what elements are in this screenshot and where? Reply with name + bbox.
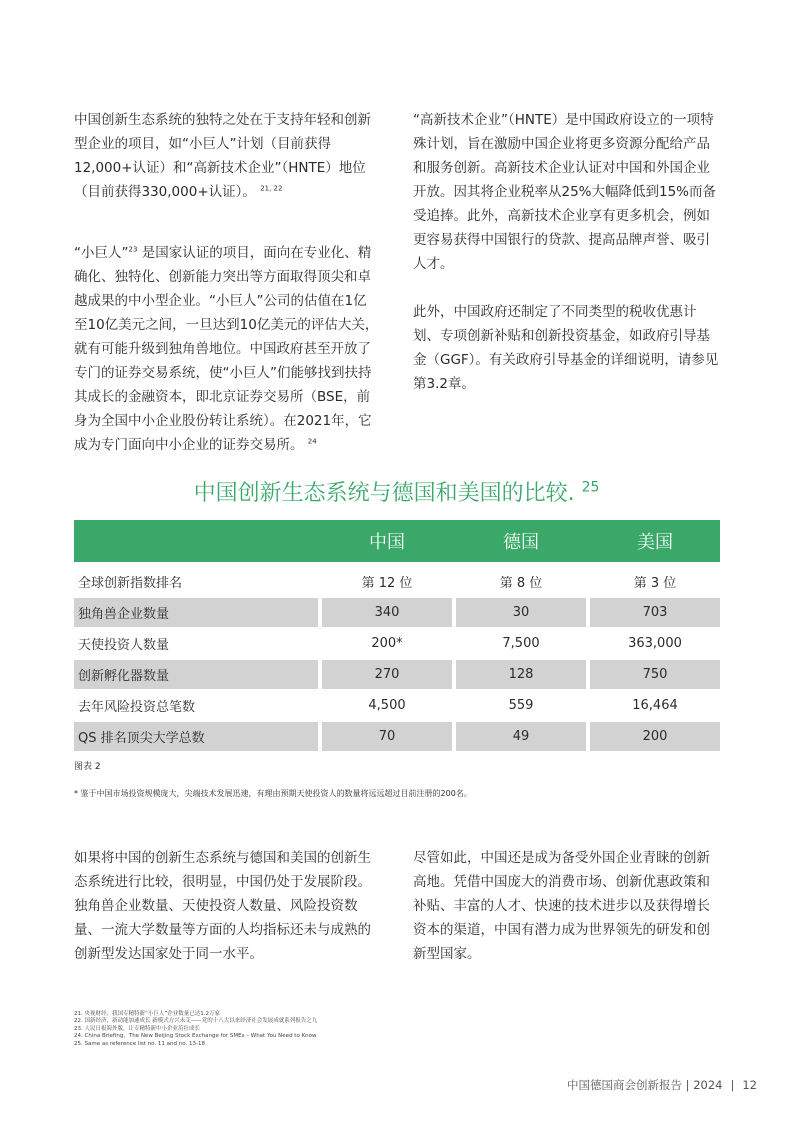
table-title: 中国创新生态系统与德国和美国的比较. $^{25}$ [193, 479, 600, 506]
intro-paragraph-1: 中国创新生态系统的独特之处在于支持年轻和创新型企业的项目，如“小巨人”计划（目前获得12,000+认证）和“高新技术企业”（HNTE）地位（目前获得330,000+认证）。 $^{21, 22}$ [74, 112, 371, 200]
page-footer: 中国德国商会创新报告 | 2024 | 12 [567, 1078, 757, 1092]
table-note: * 鉴于中国市场投资规模庞大，尖端技术发展迅速，有理由预期天使投资人的数量将远远超过目前注册的200名。 [74, 789, 472, 798]
bottom-right-column [413, 846, 719, 966]
footnote: 25. Same as reference list no. 11 and no. 13-18 [74, 1040, 205, 1047]
footnote: 24. China Briefing，The New Beijing Stock Exchange for SMEs – What You Need to Know [74, 1033, 317, 1040]
table-row: 全球创新指数排名 第 12 位 第 8 位 第 3 位 [78, 576, 677, 591]
table-header [74, 520, 720, 562]
footnote: 22. 国新经济，新动能加速成长 新模式方兴未艾——党的十八大以来经济社会发展成就系列报告之九 [74, 1018, 318, 1025]
footnotes [74, 1011, 317, 1048]
table-row: 创新孵化器数量 270 128 750 [74, 659, 720, 690]
comparison-table [74, 520, 720, 752]
intro-paragraph-3: “高新技术企业”（HNTE）是中国政府设立的一项特殊计划，旨在激励中国企业将更多资源分配给产品和服务创新。高新技术企业认证对中国和外国企业开放。因其将企业税率从25%大幅降低到15%而备受追捧。此外，高新技术企业享有更多机会，例如更容易获得中国银行的贷款、提高品牌声誉、吸引人才。 [413, 112, 717, 272]
bottom-left-column [74, 846, 380, 966]
intro-paragraph-4: 此外，中国政府还制定了不同类型的税收优惠计划、专项创新补贴和创新投资基金，如政府引导基金（GGF）。有关政府引导基金的详细说明，请参见第3.2章。 [413, 304, 719, 392]
table-row: 独角兽企业数量 340 30 703 [74, 597, 720, 628]
intro-right-column [413, 108, 719, 396]
intro-paragraph-2: “小巨人”$^{23}$ 是国家认证的项目，面向在专业化、精确化、独特化、创新能力突出等方面取得顶尖和卓越成果的中小型企业。“小巨人”公司的估值在1亿至10亿美元之间，一旦达到10亿美元的评估大关，就有可能升级到独角兽地位。中国政府甚至开放了专门的证券交易系统，使“小巨人”们能够找到扶持其成长的金融资本，即北京证券交易所（BSE，前身为全国中小企业股份转让系统）。在2021年，它成为专门面向中小企业的证券交易所。 $^{24}$ [74, 245, 379, 453]
table-row: 天使投资人数量 200* 7,500 363,000 [78, 636, 682, 653]
footnote: 21. 央视财经，我国专精特新“小巨人”企业数量已达1.2万家 [74, 1011, 220, 1017]
column-header-usa: 美国 [637, 532, 673, 553]
table-row: 去年风险投资总笔数 4,500 559 16,464 [78, 698, 678, 715]
column-header-germany: 德国 [503, 532, 539, 553]
page-number: 12 [742, 1078, 757, 1092]
figure-label: 图表 2 [74, 762, 101, 772]
table-row: QS 排名顶尖大学总数 70 49 200 [74, 721, 720, 752]
bottom-paragraph-left: 如果将中国的创新生态系统与德国和美国的创新生态系统进行比较，很明显，中国仍处于发展阶段。独角兽企业数量、天使投资人数量、风险投资数量、一流大学数量等方面的人均指标还未与成熟的创新型发达国家处于同一水平。 [74, 850, 371, 962]
footnote: 23. 人民日报海外版，让专精特新中小企业茁壮成长 [74, 1025, 200, 1032]
intro-left-column [74, 108, 380, 457]
bottom-paragraph-right: 尽管如此，中国还是成为备受外国企业青睐的创新高地。凭借中国庞大的消费市场、创新优惠政策和补贴、丰富的人才、快速的技术进步以及获得增长资本的渠道，中国有潜力成为世界领先的研发和创新型国家。 [413, 850, 710, 962]
column-header-china: 中国 [369, 532, 405, 553]
report-name: 中国德国商会创新报告 | 2024 [567, 1078, 723, 1092]
